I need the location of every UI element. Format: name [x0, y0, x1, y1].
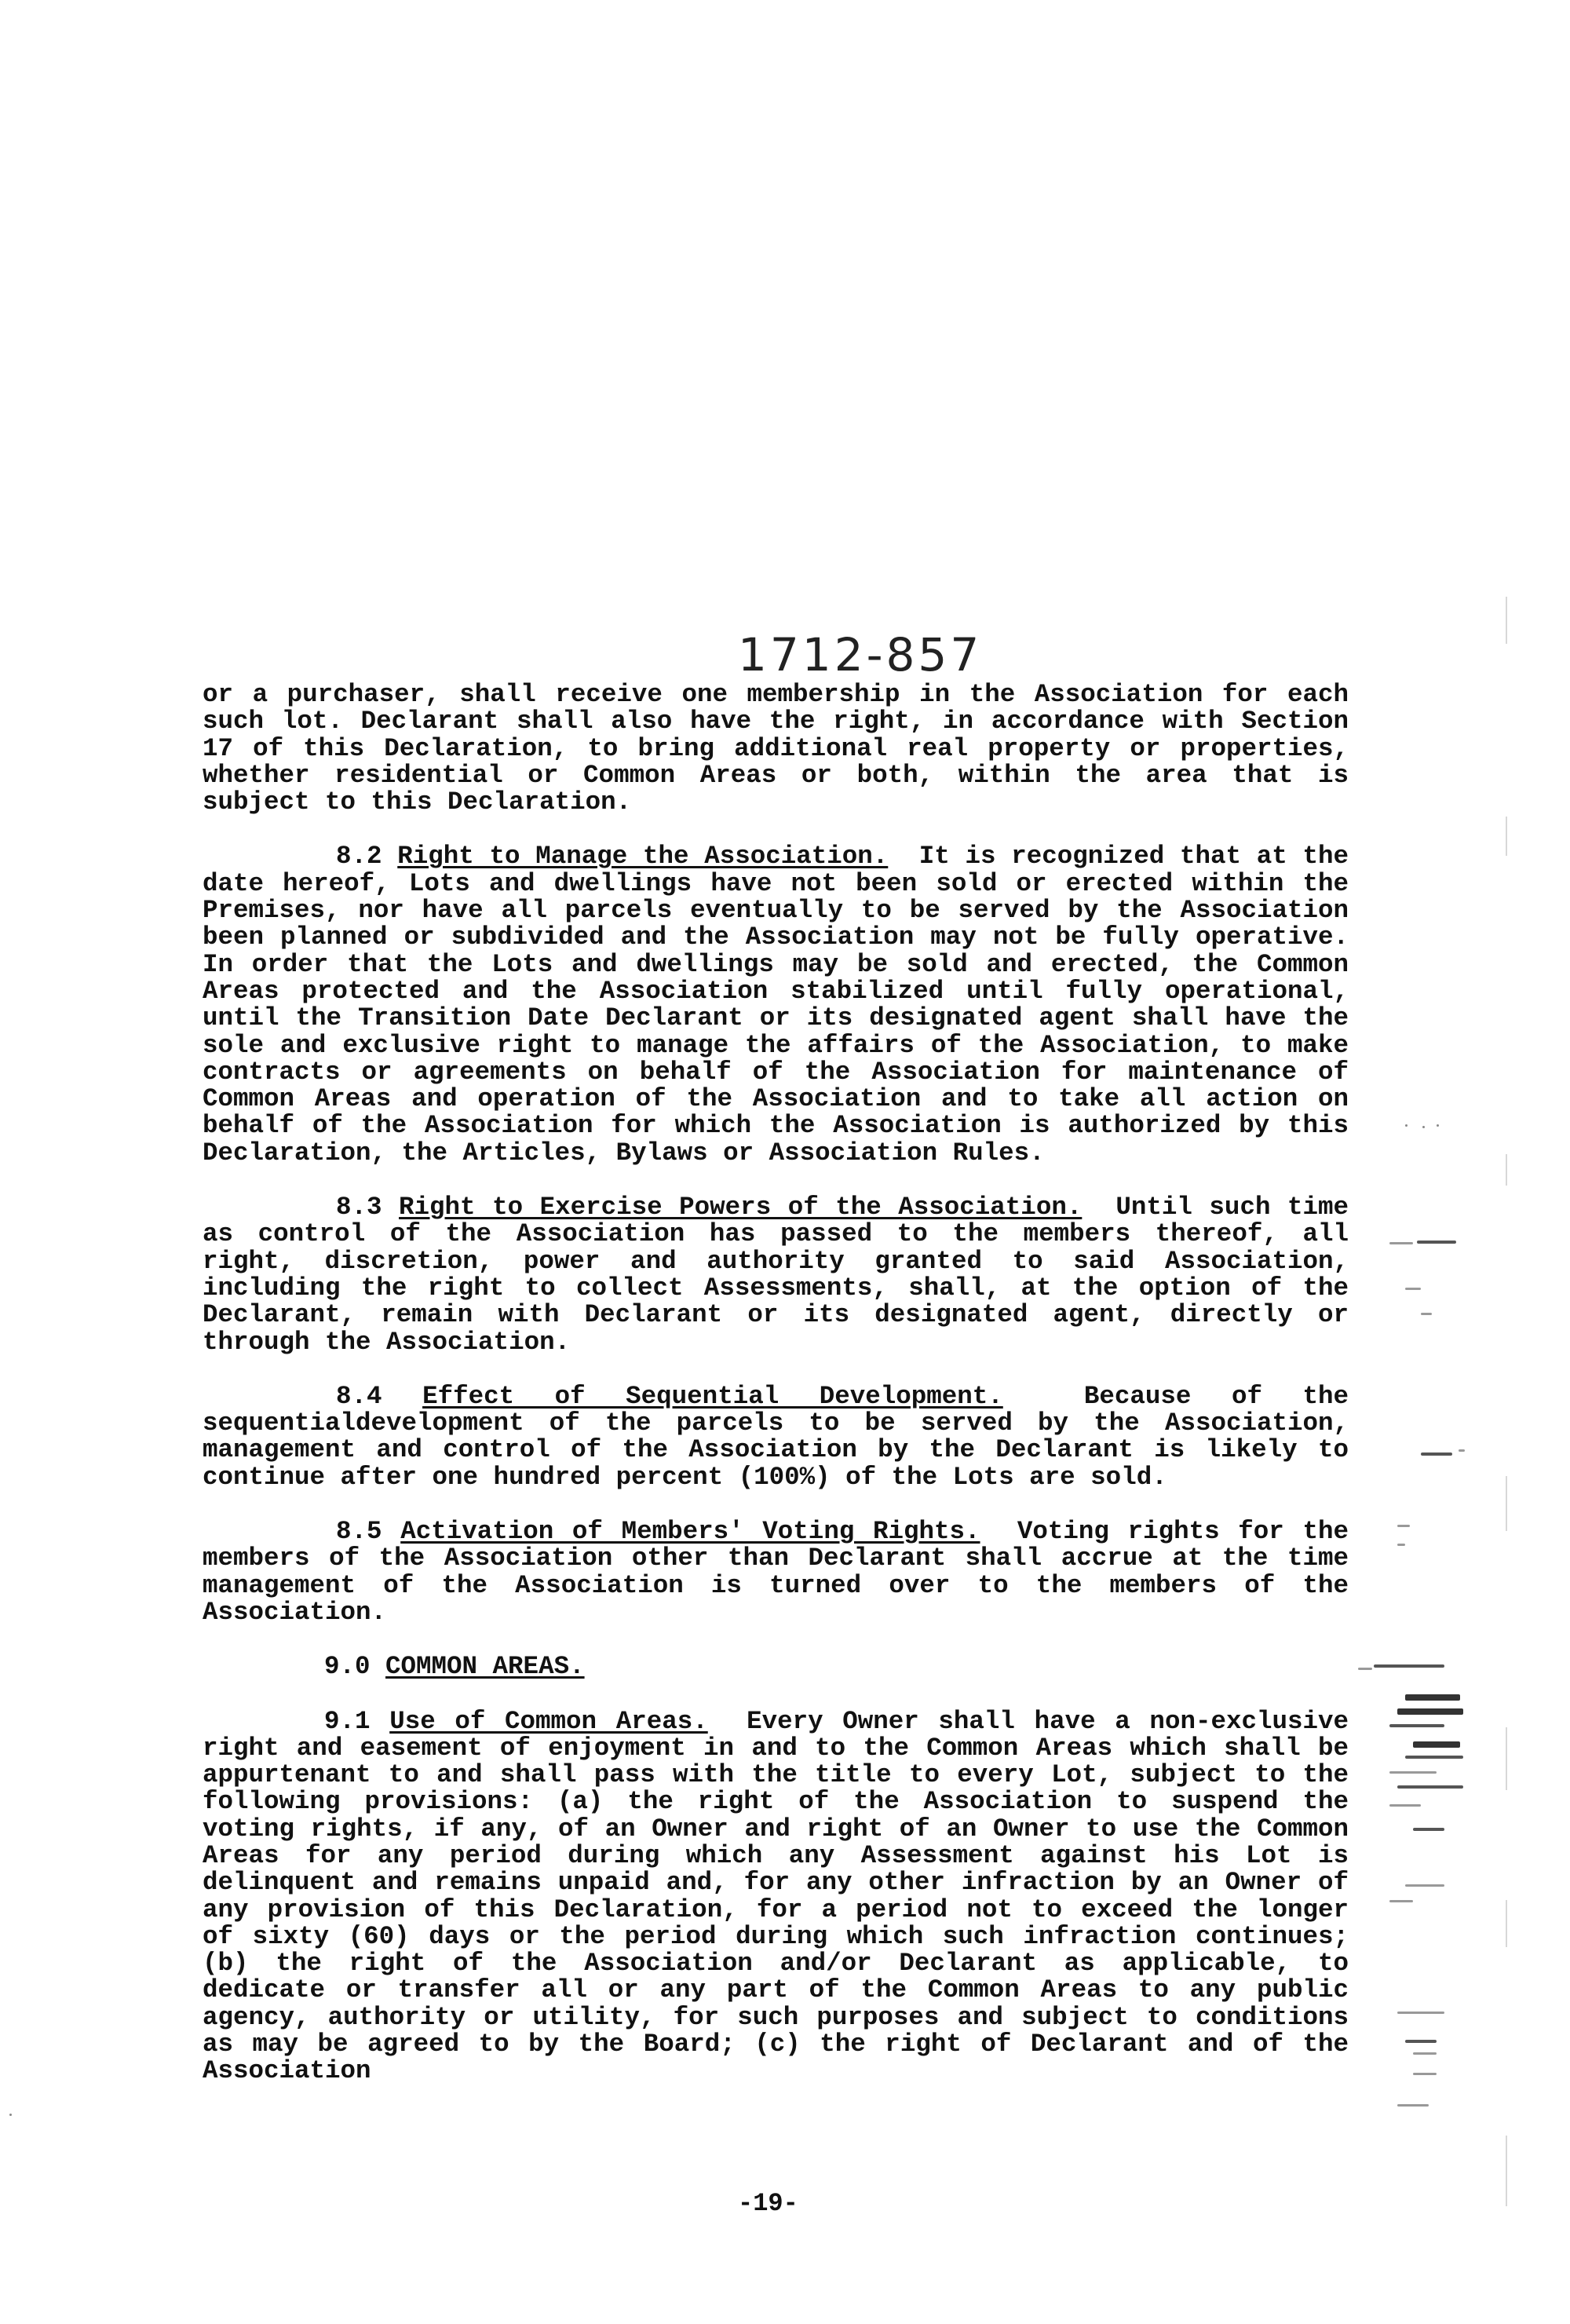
section-heading: COMMON AREAS. [385, 1652, 585, 1682]
paragraph-8-2 [203, 843, 1349, 1167]
paragraph-text: It is recognized that at the date hereof, Lots and dwellings have not been sold or erected within the Premises, nor have all parcels eventually to be served by the Association been planned or subdivided and the Association may not be fully operative. In order that the Lots and dwellings may be sold and erected, the Common Areas protected and the Association stabilized until fully operational, until the Transition Date Declarant or its designated agent shall have the sole and exclusive right to manage the affairs of the Association, to make contracts or agreements on behalf of the Association for maintenance of Common Areas and operation of the Association and to take all action on behalf of the Association for which the Association is authorized by this Declaration, the Articles, Bylaws or Association Rules. [203, 842, 1349, 1167]
document-body [203, 681, 1349, 2113]
paragraph-text: Every Owner shall have a non-exclusive right and easement of enjoyment in and to the Common Areas which shall be appurtenant to and shall pass with the title to every Lot, subject to the following provisions: (a) the right of the Association to suspend the voting rights, if any, of an Owner and right of an Owner to use the Common Areas for any period during which any Assessment against his Lot is delinquent and remains unpaid and, for any other infraction by an Owner of any provision of this Declaration, for a period not to exceed the longer of sixty (60) days or the period during which such infraction continues; (b) the right of the Association and/or Declarant as applicable, to dedicate or transfer all or any part of the Common Areas to any public agency, authority or utility, for such purposes and subject to conditions as may be agreed to by the Board; (c) the right of Declarant and of the Association [203, 1706, 1349, 2086]
section-number: 8.3 [336, 1193, 382, 1222]
section-9-0-title [203, 1653, 1349, 1680]
paragraph-8-4 [203, 1383, 1349, 1491]
paragraph-text: Until such time as control of the Association has passed to the members thereof, all right, discretion, power and authority granted to said Association, including the right to collect Assessments, shall, at the option of the Declarant, remain with Declarant or its designated agent, directly or through the Association. [203, 1193, 1349, 1357]
section-number: 9.1 [324, 1706, 371, 1736]
paragraph-9-1 [203, 1708, 1349, 2085]
paragraph-intro [203, 681, 1349, 816]
section-heading: Right to Manage the Association. [397, 842, 889, 872]
section-heading: Right to Exercise Powers of the Association. [399, 1193, 1083, 1222]
section-number: 8.5 [336, 1517, 382, 1547]
paragraph-text: Because of the sequentialdevelopment of the parcels to be served by the Association, management and control of the Association by the Declarant is likely to continue after one hundred percent (100%) of the Lots are sold. [203, 1381, 1349, 1492]
paragraph-8-5 [203, 1518, 1349, 1626]
paragraph-8-3 [203, 1194, 1349, 1356]
section-number: 8.4 [336, 1381, 382, 1411]
section-number: 9.0 [324, 1652, 371, 1682]
paragraph-text: Voting rights for the members of the Association other than Declarant shall accrue at the time management of the Association is turned over to the members of the Association. [203, 1517, 1349, 1627]
section-heading: Effect of Sequential Development. [422, 1381, 1003, 1411]
recording-number-stamp: 1712-857 [738, 628, 983, 681]
paragraph-text: or a purchaser, shall receive one membership in the Association for each such lot. Declarant shall also have the right, in accordance with Section 17 of this Declaration, to bring additional real property or properties, whether residential or Common Areas or both, within the area that is subject to this Declaration. [203, 680, 1349, 817]
section-heading: Activation of Members' Voting Rights. [400, 1517, 980, 1547]
section-heading: Use of Common Areas. [389, 1706, 708, 1736]
section-number: 8.2 [336, 842, 382, 872]
page-number: -19- [738, 2189, 798, 2218]
